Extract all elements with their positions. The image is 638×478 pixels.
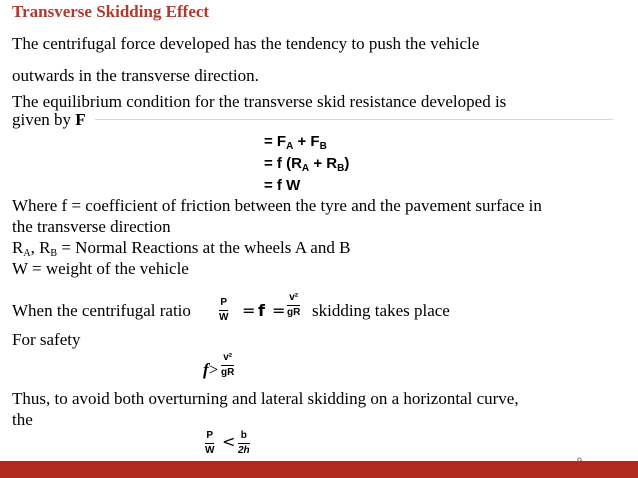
given-by-text: given by [12,110,76,129]
equation-3: = f W [264,177,301,194]
fraction-p-over-w: $\frac{P}{W}$ [219,297,229,323]
equals-sign-2: = [272,301,286,320]
friction-f: f [258,301,265,320]
safety-f: f> [203,360,219,379]
weight-line: W = weight of the vehicle [12,259,189,278]
equation-2: = f $(R_A + R_B)$ [264,155,350,174]
para1-line1: The centrifugal force developed has the tendency to push the vehicle [12,34,480,53]
fraction-b-over-2h: $\frac{b}{2h}$ [238,430,250,456]
thus-line2: the [12,410,33,429]
where-line2: the transverse direction [12,217,171,236]
fraction-v2-over-gr: $\frac{\text{v²}}{gR}$ [287,292,301,318]
final-fraction-p-over-w: $\frac{P}{W}$ [205,430,215,456]
ratio-prefix: When the centrifugal ratio [12,301,191,320]
para2-line2 [12,110,86,130]
slide-title: Transverse Skidding Effect [12,2,210,21]
thus-line1: Thus, to avoid both overturning and lateral skidding on a horizontal curve, [12,389,519,408]
equals-sign: = [242,301,256,320]
safety-fraction-v2-over-gr: $\frac{\text{v²}}{gR}$ [221,352,235,378]
for-safety: For safety [12,330,81,349]
where-line1: Where f = coefficient of friction between the tyre and the pavement surface in [12,196,542,215]
para1-line2: outwards in the transverse direction. [12,66,259,85]
less-than-sign: < [222,432,236,451]
reactions-line: $R_A$, $R_B$ = Normal Reactions at the wheels A and B [12,238,351,259]
force-variable: F [75,110,86,129]
divider-line [95,119,613,120]
ratio-suffix: skidding takes place [312,301,450,320]
footer-bar [0,461,638,478]
equation-1: = $F_A + F_B$ [264,133,327,152]
para2-line1: The equilibrium condition for the transverse skid resistance developed is [12,92,507,111]
